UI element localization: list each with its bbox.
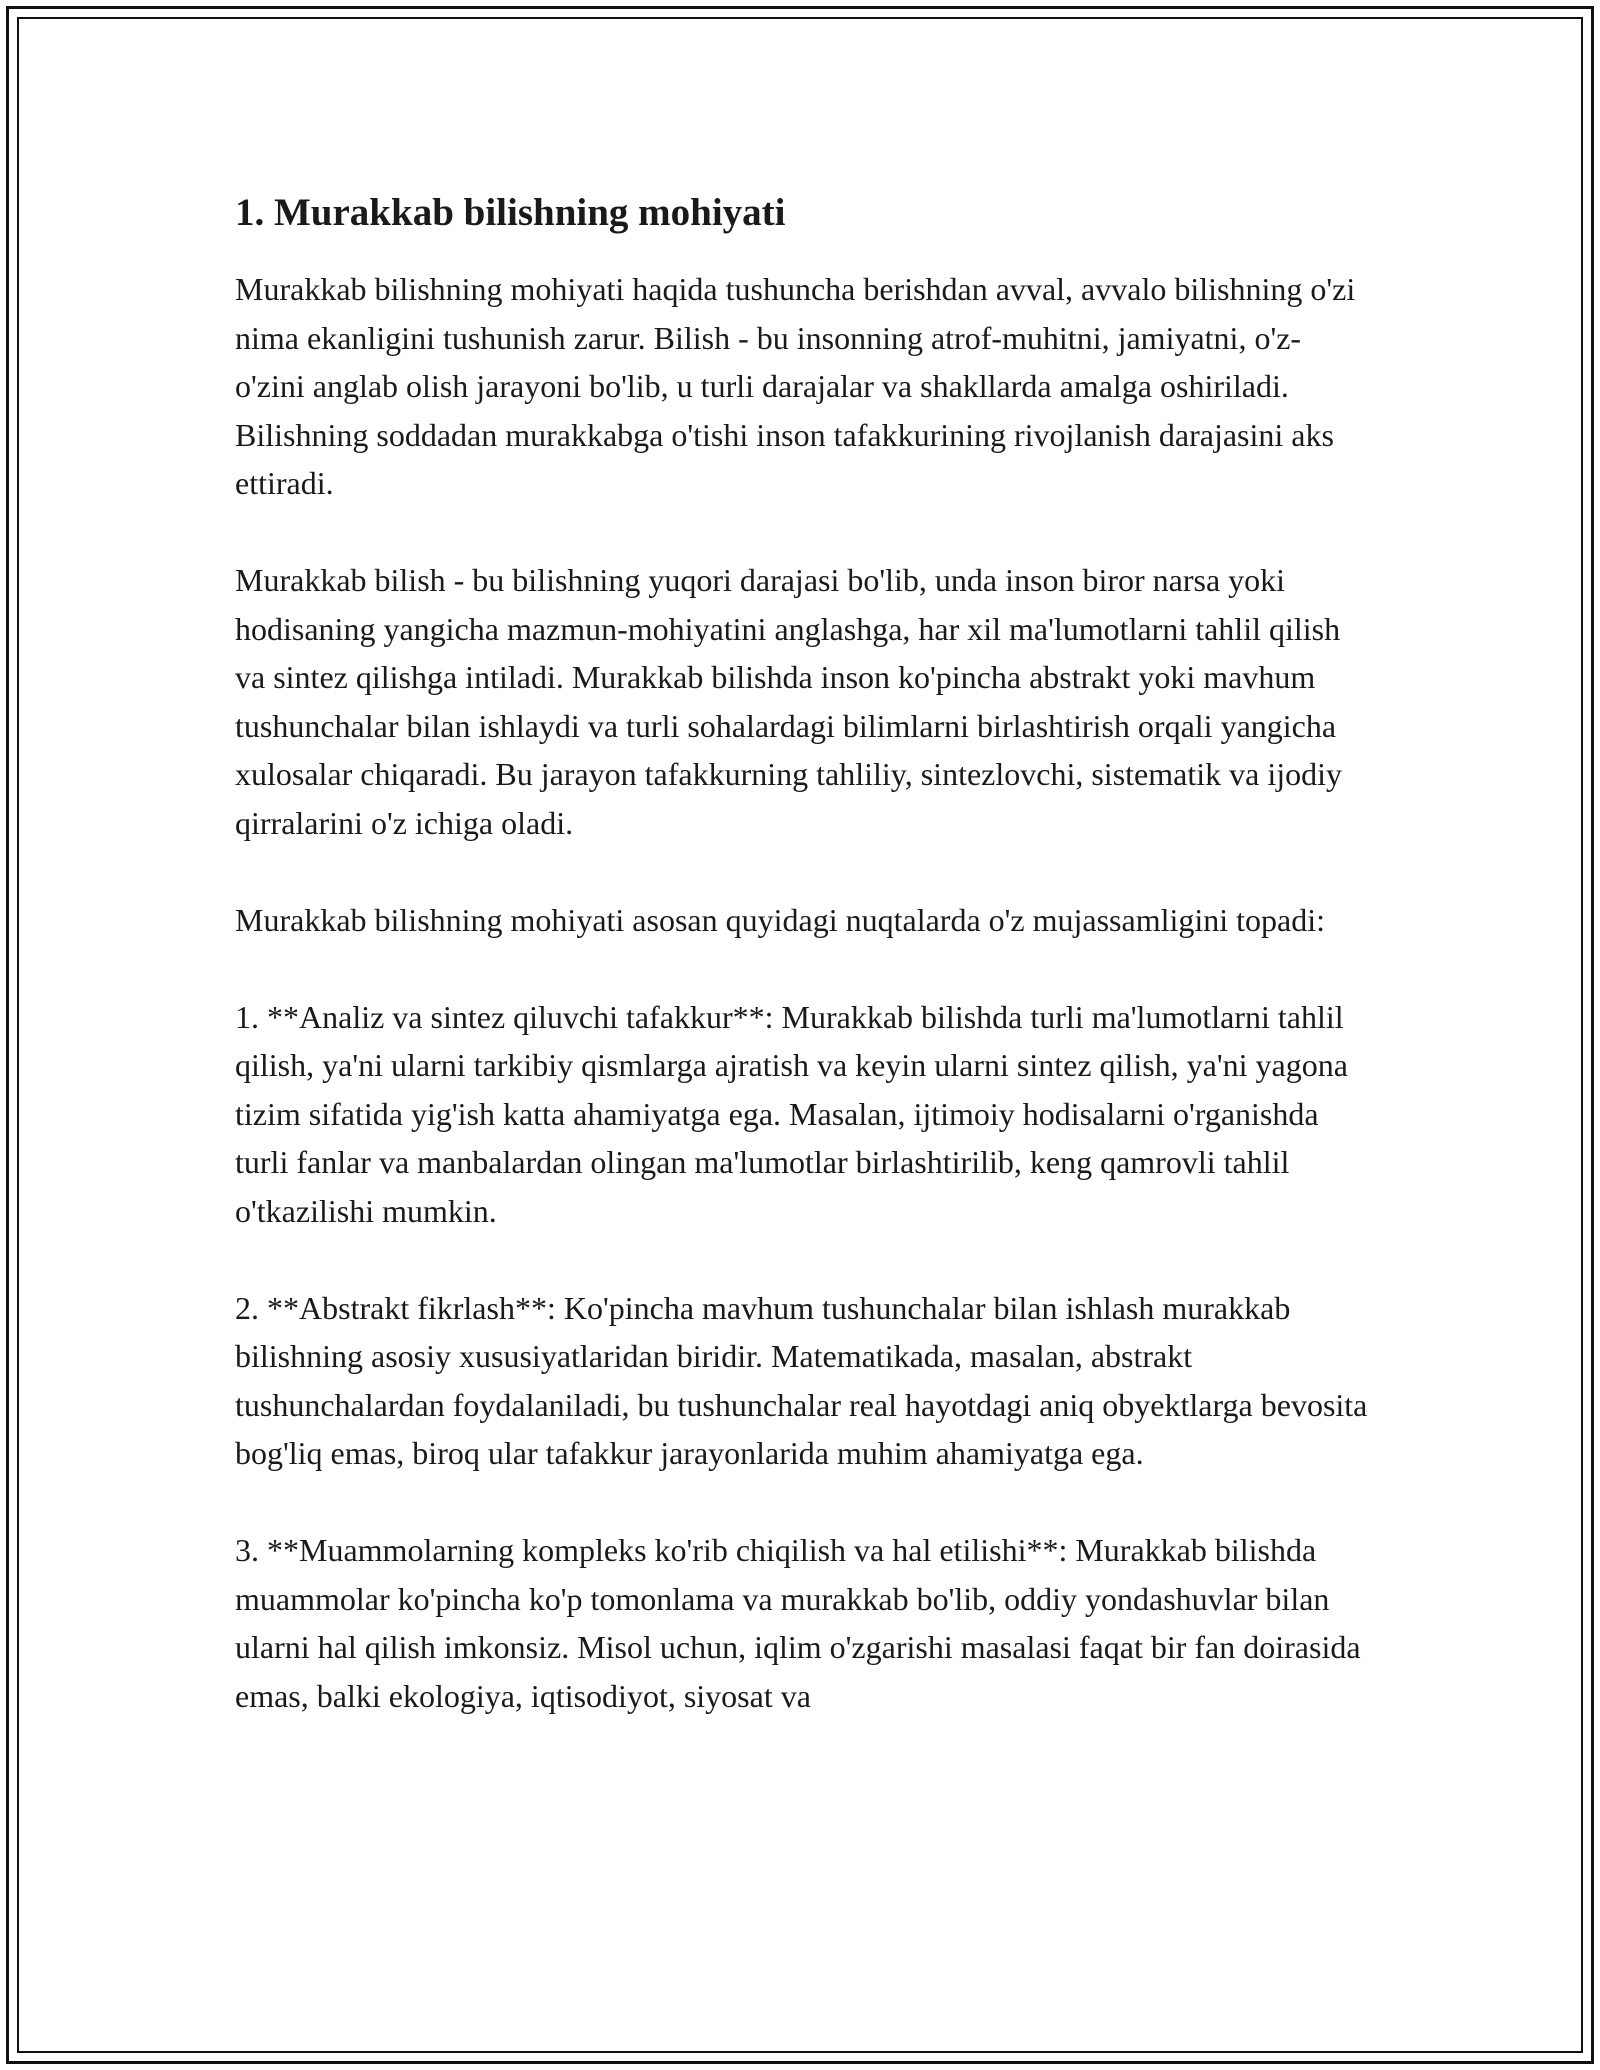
- section-heading: 1. Murakkab bilishning mohiyati: [235, 191, 786, 234]
- list-item-abstract-thinking: 2. **Abstrakt fikrlash**: Ko'pincha mavhum tushunchalar bilan ishlash murakkab bilishning asosiy xususiyatlaridan biridir. Matematikada, masalan, abstrakt tushunchalardan foydalaniladi, bu tushunchalar real hayotdagi aniq obyektlarga bevosita bog'liq emas, biroq ular tafakkur jarayonlarida muhim ahamiyatga ega.: [235, 1289, 1368, 1471]
- paragraph-lead-in: Murakkab bilishning mohiyati asosan quyidagi nuqtalarda o'z mujassamligini topadi:: [235, 901, 1326, 938]
- list-item-analysis-synthesis: 1. **Analiz va sintez qiluvchi tafakkur**: Murakkab bilishda turli ma'lumotlarni tahlil qilish, ya'ni ularni tarkibiy qismlarga ajratish va keyin ularni sintez qilish, ya'ni yagona tizim sifatida yig'ish katta ahamiyatga ega. Masalan, ijtimoiy hodisalarni o'rganishda turli fanlar va manbalardan olingan ma'lumotlar birlashtirilib, keng qamrovli tahlil o'tkazilishi mumkin.: [235, 998, 1348, 1229]
- list-item-complex-problems: 3. **Muammolarning kompleks ko'rib chiqilish va hal etilishi**: Murakkab bilishda muammolar ko'pincha ko'p tomonlama va murakkab bo'lib, oddiy yondashuvlar bilan ularni hal qilish imkonsiz. Misol uchun, iqlim o'zgarishi masalasi faqat bir fan doirasida emas, balki ekologiya, iqtisodiyot, siyosat va: [235, 1532, 1361, 1714]
- paragraph-definition: Murakkab bilish - bu bilishning yuqori darajasi bo'lib, unda inson biror narsa yoki hodisaning yangicha mazmun-mohiyatini anglashga, har xil ma'lumotlarni tahlil qilish va sintez qilishga intiladi. Murakkab bilishda inson ko'pincha abstrakt yoki mavhum tushunchalar bilan ishlaydi va turli sohalardagi bilimlarni birlashtirish orqali yangicha xulosalar chiqaradi. Bu jarayon tafakkurning tahliliy, sintezlovchi, sistematik va ijodiy qirralarini o'z ichiga oladi.: [235, 562, 1342, 841]
- paragraph-intro: Murakkab bilishning mohiyati haqida tushuncha berishdan avval, avvalo bilishning o'zi nima ekanligini tushunish zarur. Bilish - bu insonning atrof-muhitni, jamiyatni, o'z-o'zini anglab olish jarayoni bo'lib, u turli darajalar va shakllarda amalga oshiriladi. Bilishning soddadan murakkabga o'tishi inson tafakkurining rivojlanish darajasini aks ettiradi.: [235, 271, 1356, 501]
- document-body: [235, 185, 1370, 1769]
